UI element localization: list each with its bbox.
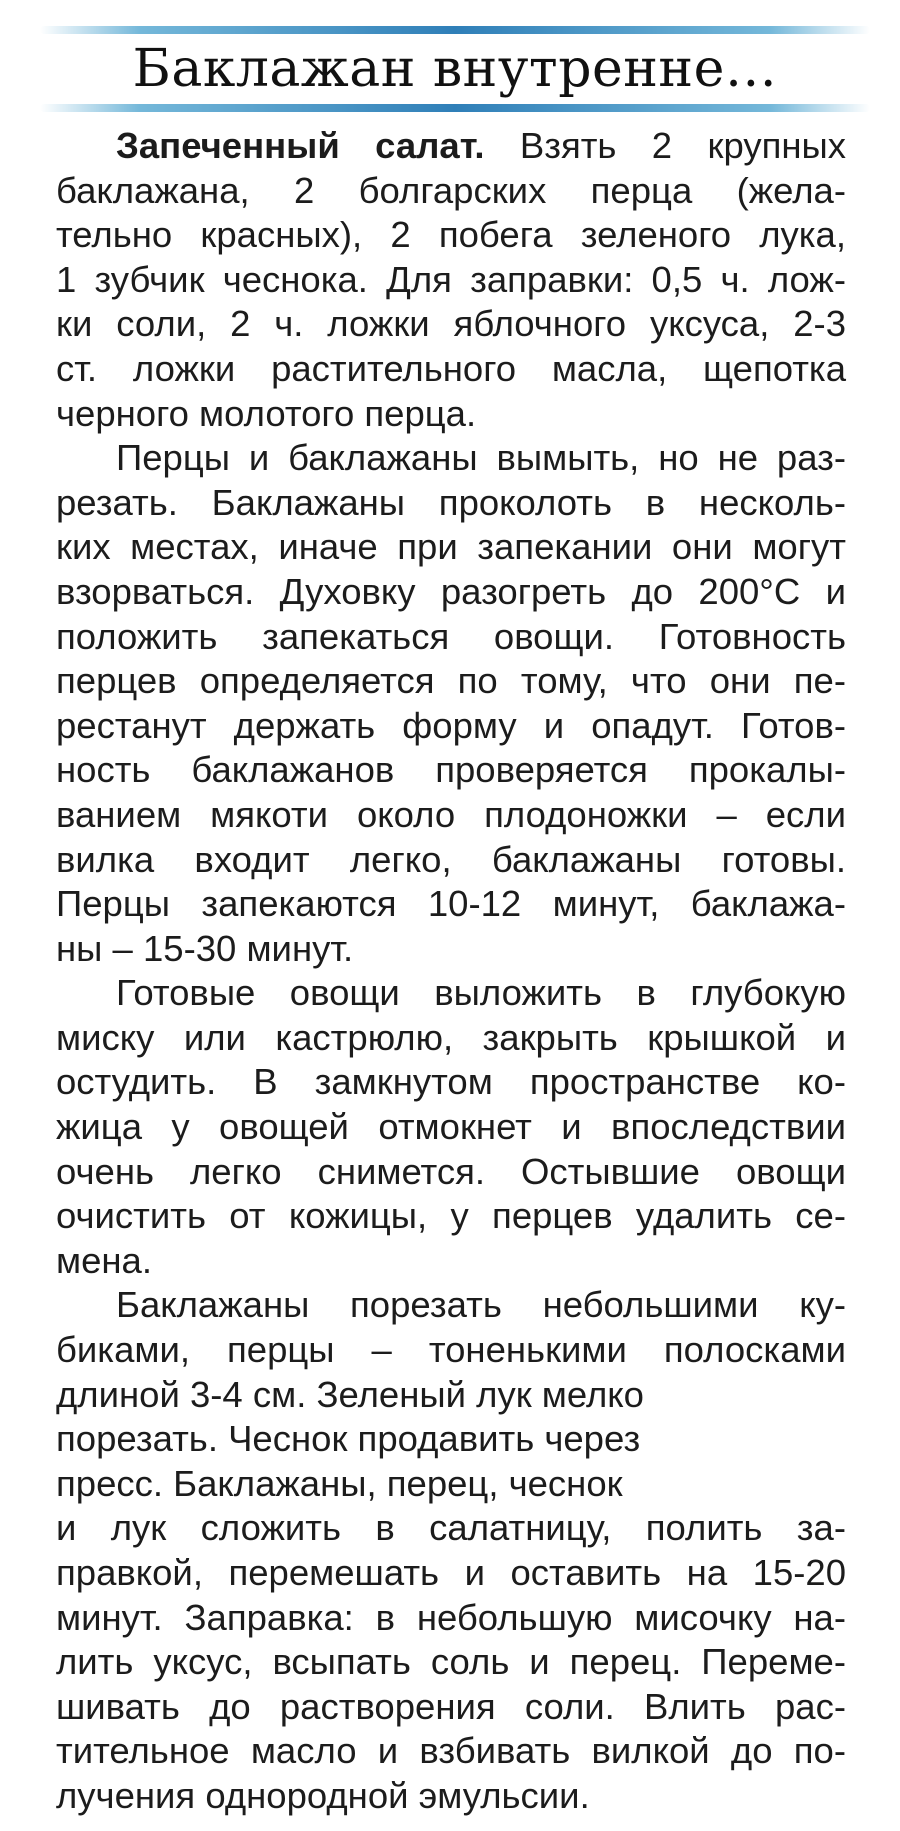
paragraph-1 xyxy=(56,124,846,436)
text-line: 1 зубчик чеснока. Для заправки: 0,5 ч. лож- xyxy=(56,258,846,300)
text-line: положить запекаться овощи. Готовность xyxy=(56,615,846,657)
text-line: лить уксус, всыпать соль и перец. Переме- xyxy=(56,1641,846,1683)
title-rule-top xyxy=(40,26,870,34)
text-line: тельно красных), 2 побега зеленого лука, xyxy=(56,214,846,256)
text-line: Перцы запекаются 10-12 минут, баклажа- xyxy=(56,883,846,925)
text-line: баклажана, 2 болгарских перца (жела- xyxy=(56,169,846,211)
text-line: вилка входит легко, баклажаны готовы. xyxy=(56,838,846,880)
text-line: пресс. Баклажаны, перец, чеснок xyxy=(56,1462,623,1504)
text-line: взорваться. Духовку разогреть до 200°С и xyxy=(56,570,846,612)
text-line: тительное масло и взбивать вилкой до по- xyxy=(56,1730,846,1772)
text-line: ки соли, 2 ч. ложки яблочного уксуса, 2-3 xyxy=(56,303,846,345)
text-line: и лук сложить в салатницу, полить за- xyxy=(56,1507,846,1549)
text-line: черного молотого перца. xyxy=(56,392,477,434)
text-line: очень легко снимется. Остывшие овощи xyxy=(56,1150,846,1192)
paragraph-3 xyxy=(56,971,846,1283)
text-line: шивать до растворения соли. Влить рас- xyxy=(56,1685,846,1727)
text-line: резать. Баклажаны проколоть в несколь- xyxy=(56,481,846,523)
paragraph-2 xyxy=(56,436,846,971)
paragraph-4 xyxy=(56,1283,846,1818)
text-line: ность баклажанов проверяется прокалы- xyxy=(56,749,846,791)
title-rule-bottom xyxy=(40,104,870,112)
text-line: длиной 3-4 см. Зеленый лук мелко xyxy=(56,1373,644,1415)
text-line: Запеченный салат. Взять 2 крупных xyxy=(116,125,846,166)
text-line: жица у овощей отмокнет и впоследствии xyxy=(56,1106,846,1148)
text-line: Готовые овощи выложить в глубокую xyxy=(116,972,846,1014)
article-title: Баклажан внутренне… xyxy=(132,39,778,99)
text-line: минут. Заправка: в небольшую мисочку на- xyxy=(56,1596,846,1638)
text-line: миску или кастрюлю, закрыть крышкой и xyxy=(56,1016,846,1058)
title-band xyxy=(40,26,870,112)
text-line: Баклажаны порезать небольшими ку- xyxy=(116,1284,846,1326)
text-line: очистить от кожицы, у перцев удалить се- xyxy=(56,1195,846,1237)
article-body xyxy=(56,124,846,1819)
text-line: остудить. В замкнутом пространстве ко- xyxy=(56,1061,846,1103)
text-line: биками, перцы – тоненькими полосками xyxy=(56,1329,846,1371)
text-line: правкой, перемешать и оставить на 15-20 xyxy=(56,1552,846,1593)
text-line: ны – 15-30 минут. xyxy=(56,927,354,969)
text-line: мена. xyxy=(56,1239,152,1281)
text-line: лучения однородной эмульсии. xyxy=(56,1774,590,1816)
text-line: ст. ложки растительного масла, щепотка xyxy=(56,347,846,389)
text-line: ванием мякоти около плодоножки – если xyxy=(56,793,846,835)
text-line: рестанут держать форму и опадут. Готов- xyxy=(56,704,846,746)
text-line: ких местах, иначе при запекании они могут xyxy=(56,526,846,568)
recipe-name: Запеченный салат. xyxy=(116,125,485,166)
text-line: перцев определяется по тому, что они пе- xyxy=(56,660,846,702)
text-line: порезать. Чеснок продавить через xyxy=(56,1418,641,1460)
text-line: Перцы и баклажаны вымыть, но не раз- xyxy=(116,437,846,479)
